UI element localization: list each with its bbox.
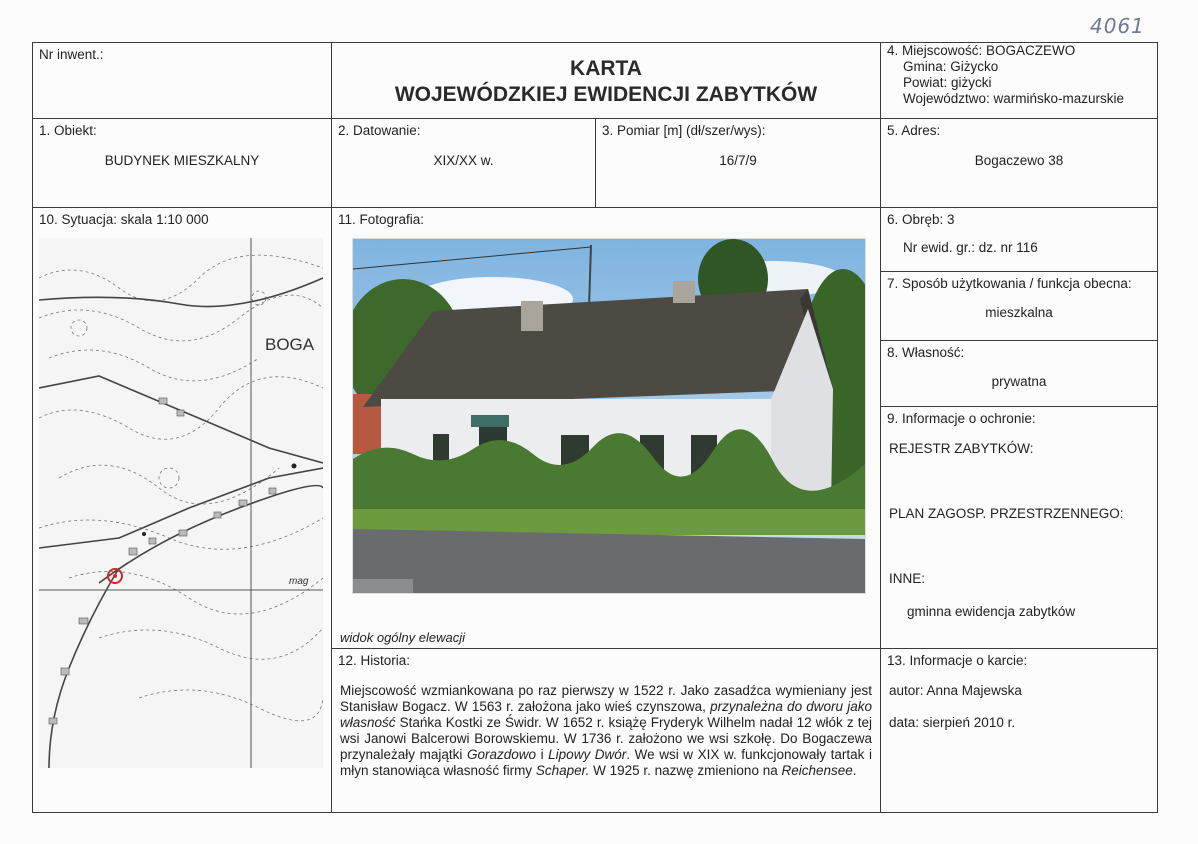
usage-cell	[880, 271, 1158, 341]
photo-cell	[331, 207, 881, 649]
building-photo	[352, 238, 866, 594]
location-cell	[880, 42, 1158, 119]
usage-label: 7. Sposób użytkowania / funkcja obecna:	[887, 276, 1132, 291]
situation-map	[39, 238, 323, 768]
protection-cell	[880, 406, 1158, 649]
card-title-line2: WOJEWÓDZKIEJ EWIDENCJI ZABYTKÓW	[394, 83, 818, 106]
card-author: autor: Anna Majewska	[889, 683, 1022, 698]
card-date: data: sierpień 2010 r.	[889, 715, 1016, 730]
history-text	[340, 683, 872, 779]
photo-label: 11. Fotografia:	[338, 212, 425, 227]
history-p2: Stańka Kostki ze Świdr. W 1652 r. książę Fryderyk Wilhelm nadał 12 włók z tej wsi Janowi Balcerowi Borowskiemu. W 1736 r. założono we wsi szkołę. Do Bogaczewa przynależały majątki	[340, 715, 872, 762]
inventory-cell	[32, 42, 332, 119]
card-info-label: 13. Informacje o karcie:	[887, 653, 1028, 668]
situation-cell	[32, 207, 332, 813]
photo-caption: widok ogólny elewacji	[340, 630, 466, 645]
object-value: BUDYNEK MIESZKALNY	[104, 153, 260, 168]
inventory-label: Nr inwent.:	[39, 47, 104, 62]
handwritten-number: 4061	[1090, 14, 1145, 38]
usage-value: mieszkalna	[985, 305, 1053, 320]
ewid-label: Nr ewid. gr.: dz. nr 116	[903, 240, 1038, 255]
location-label: 4. Miejscowość: BOGACZEWO	[887, 43, 1076, 58]
ownership-cell	[880, 340, 1158, 407]
history-and: i	[536, 747, 549, 762]
history-cell	[331, 648, 881, 813]
powiat-value: Powiat: giżycki	[903, 75, 992, 90]
ownership-label: 8. Własność:	[887, 345, 965, 360]
history-gorazdowo: Gorazdowo	[466, 747, 536, 762]
object-label: 1. Obiekt:	[39, 123, 97, 138]
history-reichensee: Reichensee	[781, 763, 853, 778]
obreb-label: 6. Obręb: 3	[887, 212, 955, 227]
card-title-line1: KARTA	[570, 57, 642, 80]
rejestr-label: REJESTR ZABYTKÓW:	[889, 441, 1034, 456]
measure-label: 3. Pomiar [m] (dł/szer/wys):	[602, 123, 766, 138]
map-label-mag: mag	[289, 576, 309, 587]
object-cell	[32, 118, 332, 208]
ownership-value: prywatna	[991, 374, 1047, 389]
topographic-map-graphic	[39, 238, 323, 768]
address-value: Bogaczewo 38	[974, 153, 1064, 168]
history-schaper: Schaper.	[535, 763, 590, 778]
history-lipowy-dwor: Lipowy Dwór	[548, 747, 627, 762]
situation-label: 10. Sytuacja: skala 1:10 000	[39, 212, 209, 227]
map-label-boga: BOGA	[265, 335, 315, 354]
building-photo-graphic	[353, 239, 865, 593]
plan-label: PLAN ZAGOSP. PRZESTRZENNEGO:	[889, 506, 1124, 521]
inne-label: INNE:	[889, 571, 926, 586]
history-label: 12. Historia:	[338, 653, 411, 668]
measure-cell	[595, 118, 881, 208]
obreb-cell	[880, 207, 1158, 272]
history-end: .	[852, 763, 857, 778]
gmina-value: Gmina: Giżycko	[903, 59, 999, 74]
inne-value: gminna ewidencja zabytków	[907, 604, 1076, 619]
history-p1: Miejscowość wzmiankowana po raz pierwszy w 1522 r. Jako zasadźca wymieniany jest Stanisław Bogacz. W 1563 r. założona jako wieś czynszowa,	[340, 683, 872, 714]
wojewodztwo-value: Województwo: warmińsko-mazurskie	[903, 91, 1125, 106]
dating-value: XIX/XX w.	[433, 153, 494, 168]
card-info-cell	[880, 648, 1158, 813]
address-label: 5. Adres:	[887, 123, 941, 138]
protection-label: 9. Informacje o ochronie:	[887, 411, 1036, 426]
title-cell	[331, 42, 881, 119]
address-cell	[880, 118, 1158, 208]
history-p1-italic: przynależna do dworu jako własność	[340, 699, 872, 730]
dating-cell	[331, 118, 596, 208]
history-p4: W 1925 r. nazwę zmieniono na	[589, 763, 782, 778]
measure-value: 16/7/9	[719, 153, 757, 168]
history-p3: . We wsi w XIX w. funkcjonowały tartak i młyn stanowiąca własność firmy	[340, 747, 872, 778]
dating-label: 2. Datowanie:	[338, 123, 421, 138]
